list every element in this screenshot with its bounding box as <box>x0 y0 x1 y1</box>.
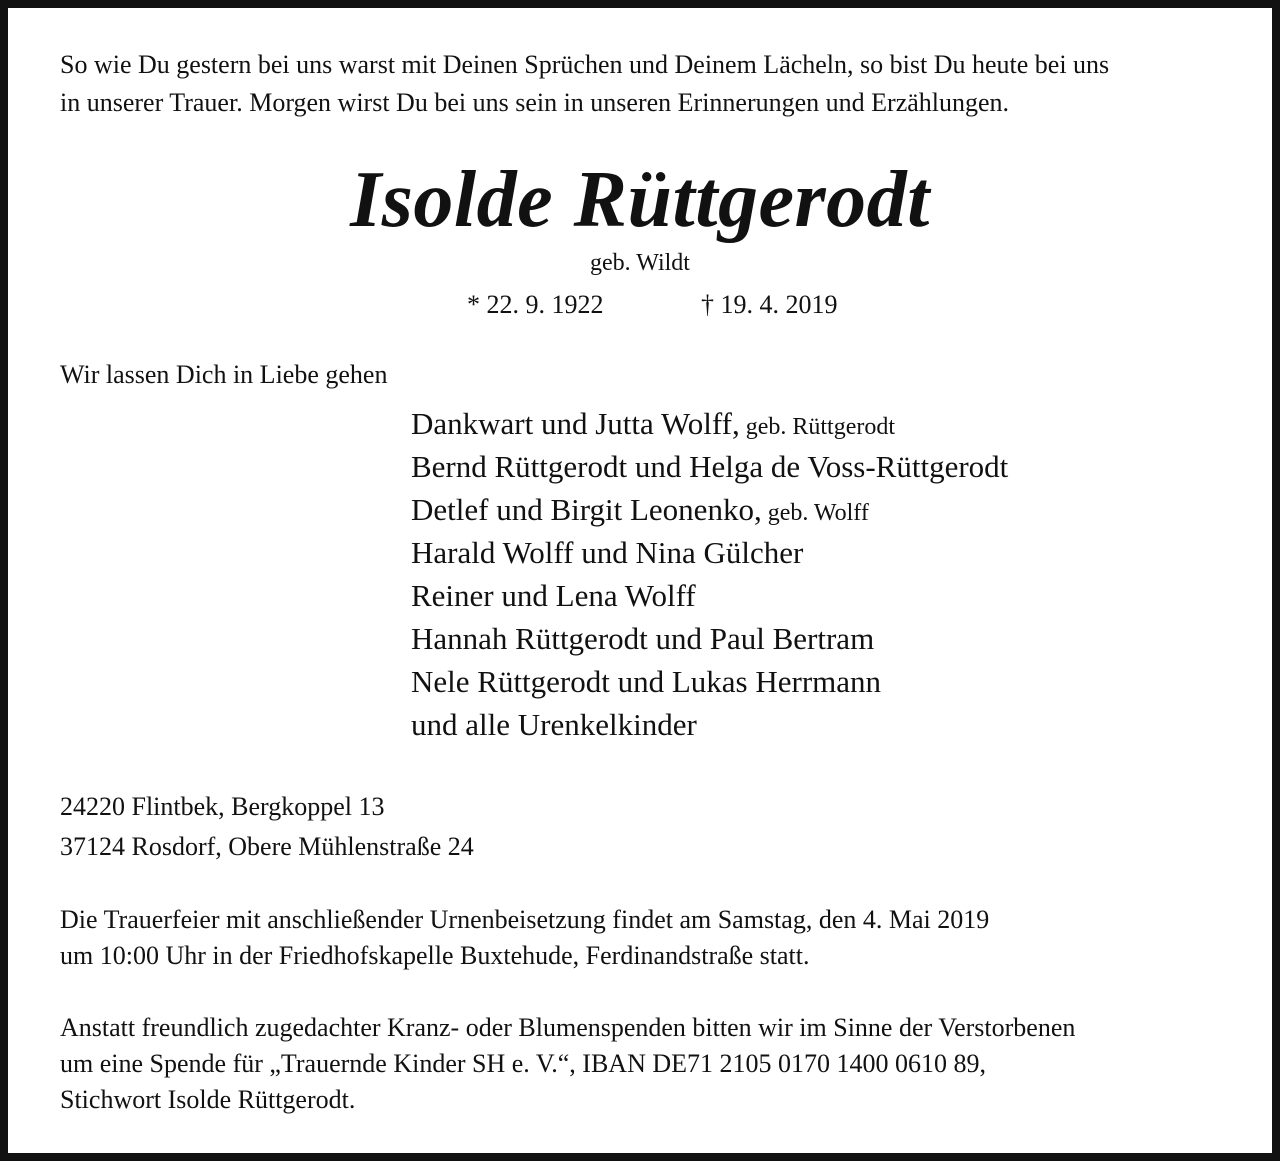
family-member: Dankwart und Jutta Wolff, geb. Rüttgerodt <box>411 406 896 441</box>
donation-line-1: Anstatt freundlich zugedachter Kranz- oder Blumenspenden bitten wir im Sinne der Verstorbenen <box>60 1013 1076 1042</box>
family-member: Bernd Rüttgerodt und Helga de Voss-Rüttgerodt <box>411 449 1009 484</box>
birth-date: * 22. 9. 1922 <box>467 290 604 319</box>
birth-name: geb. Wildt <box>590 250 690 276</box>
family-member: Harald Wolff und Nina Gülcher <box>411 535 804 570</box>
donation-line-3: Stichwort Isolde Rüttgerodt. <box>60 1085 356 1114</box>
family-member: Detlef und Birgit Leonenko, geb. Wolff <box>411 492 869 527</box>
address-2: 37124 Rosdorf, Obere Mühlenstraße 24 <box>60 832 474 861</box>
death-date: † 19. 4. 2019 <box>701 290 838 319</box>
intro-line-2: in unserer Trauer. Morgen wirst Du bei uns sein in unseren Erinnerungen und Erzählungen. <box>60 88 1010 117</box>
donation-line-2: um eine Spende für „Trauernde Kinder SH e. V.“, IBAN DE71 2105 0170 1400 0610 89, <box>60 1049 987 1078</box>
family-member: Hannah Rüttgerodt und Paul Bertram <box>411 621 875 656</box>
farewell-text: Wir lassen Dich in Liebe gehen <box>60 360 388 389</box>
intro-line-1: So wie Du gestern bei uns warst mit Deinen Sprüchen und Deinem Lächeln, so bist Du heute bei uns <box>60 50 1110 79</box>
deceased-name: Isolde Rüttgerodt <box>350 156 930 244</box>
family-member: Nele Rüttgerodt und Lukas Herrmann <box>411 664 882 699</box>
family-member: Reiner und Lena Wolff <box>411 578 696 613</box>
ceremony-line-2: um 10:00 Uhr in der Friedhofskapelle Buxtehude, Ferdinandstraße statt. <box>60 941 810 970</box>
address-1: 24220 Flintbek, Bergkoppel 13 <box>60 792 385 821</box>
family-member: und alle Urenkelkinder <box>411 707 697 742</box>
family-list <box>411 406 1008 750</box>
ceremony-line-1: Die Trauerfeier mit anschließender Urnenbeisetzung findet am Samstag, den 4. Mai 2019 <box>60 905 990 934</box>
